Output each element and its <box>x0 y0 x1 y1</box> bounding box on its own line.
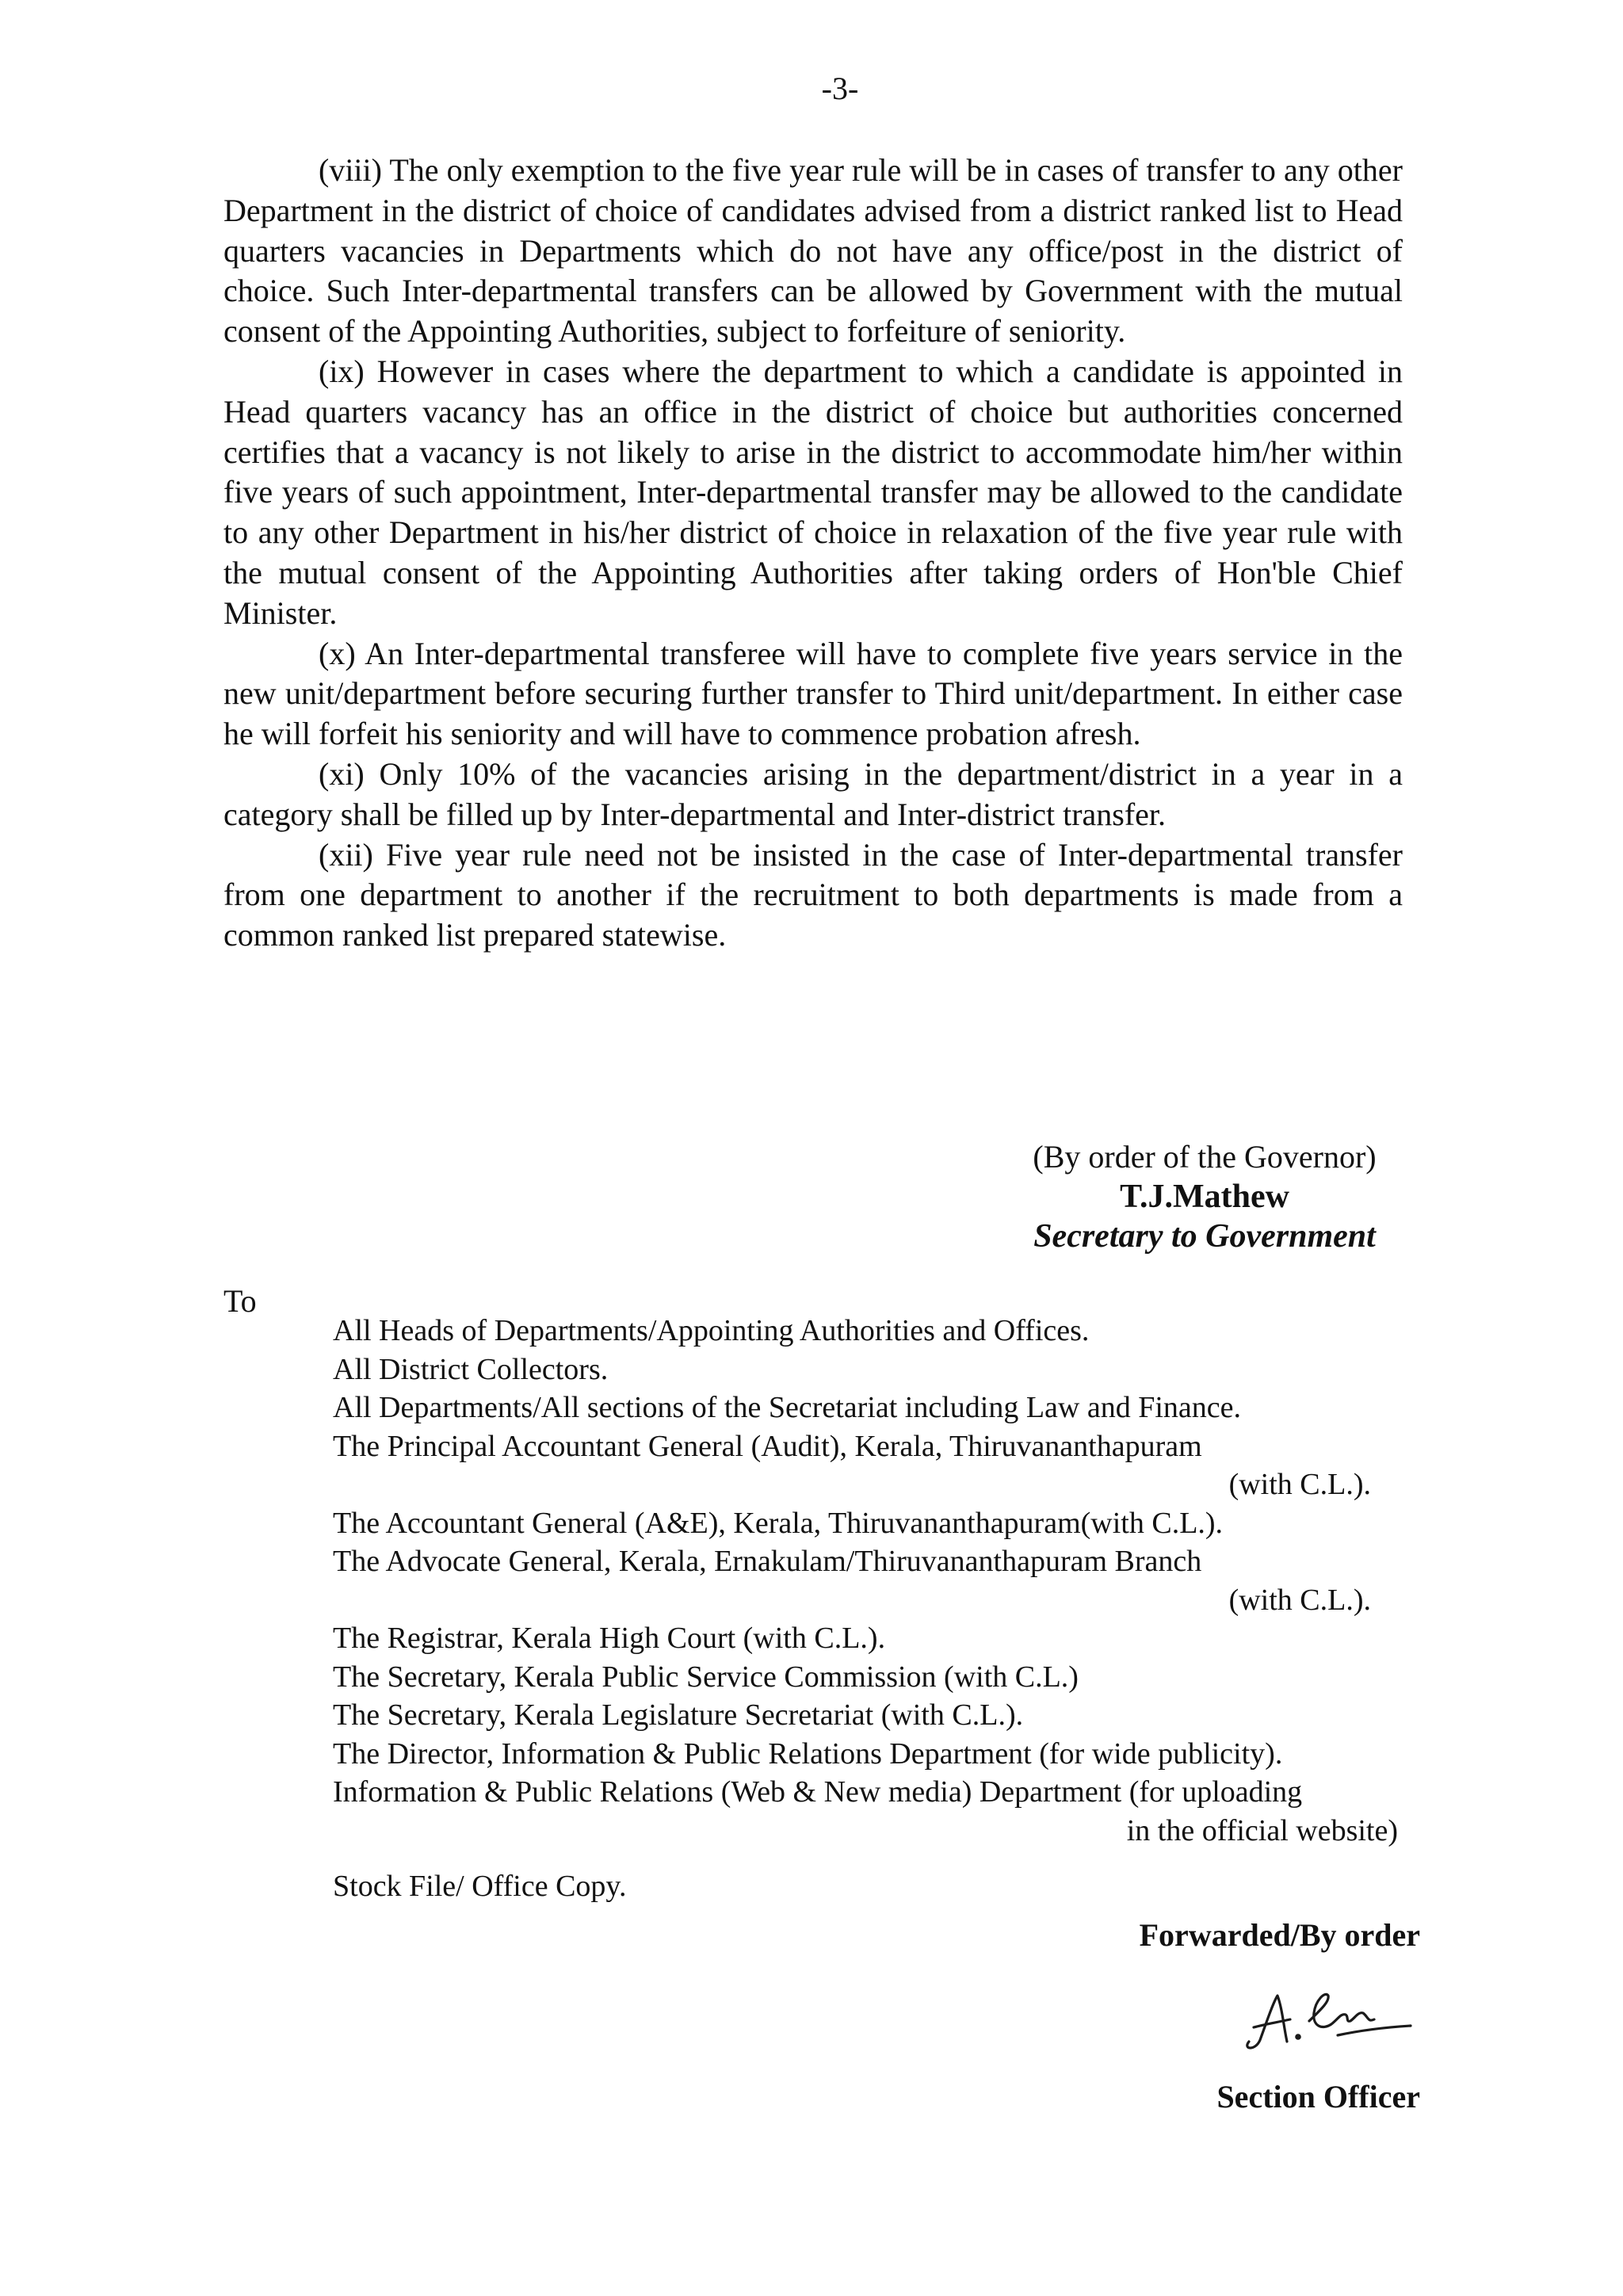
recipient-item: Information & Public Relations (Web & New media) Department (for uploading <box>333 1775 1303 1809</box>
signatory-name: T.J.Mathew <box>1120 1179 1289 1215</box>
recipient-item: The Secretary, Kerala Public Service Commission (with C.L.) <box>333 1660 1079 1694</box>
recipient-item: The Accountant General (A&E), Kerala, Thiruvananthapuram(with C.L.). <box>333 1506 1224 1540</box>
recipient-item: The Director, Information & Public Relations Department (for wide publicity). <box>333 1736 1283 1771</box>
handwritten-signature <box>1227 1964 1417 2059</box>
to-label: To <box>223 1283 257 1319</box>
recipient-item: All Heads of Departments/Appointing Authorities and Offices. <box>333 1314 1090 1347</box>
recipient-item: All Departments/All sections of the Secretariat including Law and Finance. <box>333 1391 1241 1424</box>
clause-xi: (xi) Only 10% of the vacancies arising in the department/district in a year in a category shall be filled up by Inter-departmental and Inter-district transfer. <box>223 755 1403 832</box>
recipient-list <box>333 1312 1411 1906</box>
by-order-line: (By order of the Governor) <box>1033 1139 1377 1175</box>
section-officer-label: Section Officer <box>1216 2079 1420 2115</box>
recipient-item: The Principal Accountant General (Audit), Kerala, Thiruvananthapuram <box>333 1429 1202 1463</box>
recipient-item-continuation: (with C.L.). <box>1228 1583 1371 1617</box>
recipient-item: The Registrar, Kerala High Court (with C.L.). <box>333 1622 886 1655</box>
signature-block <box>999 1137 1411 1256</box>
order-body <box>223 151 1403 956</box>
recipient-item: The Secretary, Kerala Legislature Secretariat (with C.L.). <box>333 1698 1024 1732</box>
recipient-item: Stock File/ Office Copy. <box>333 1870 627 1903</box>
clause-viii: (viii) The only exemption to the five year rule will be in cases of transfer to any other Department in the district of choice of candidates advised from a district ranked list to Head quarters vacancies in Departments which do not have any office/post in the district of choice. Such Inter-departmental transfers can be allowed by Government with the mutual consent of the Appointing Authorities, subject to forfeiture of seniority. <box>223 152 1403 350</box>
list-spacer <box>333 1850 1411 1867</box>
page-number: -3- <box>821 71 859 106</box>
clause-x: (x) An Inter-departmental transferee will have to complete five years service in the new unit/department before securing further transfer to Third unit/department. In either case he will forfeit his seniority and will have to commence probation afresh. <box>223 635 1403 752</box>
recipient-item: The Advocate General, Kerala, Ernakulam/Thiruvananthapuram Branch <box>333 1545 1202 1578</box>
recipient-item: All District Collectors. <box>333 1352 609 1386</box>
forwarded-by-order: Forwarded/By order <box>1139 1917 1420 1953</box>
clause-xii: (xii) Five year rule need not be insisted in the case of Inter-departmental transfer from one department to another if the recruitment to both departments is made from a common ranked list prepared statewise. <box>223 836 1403 953</box>
signatory-designation: Secretary to Government <box>1033 1218 1376 1255</box>
clause-ix: (ix) However in cases where the department to which a candidate is appointed in Head quarters vacancy has an office in the district of choice but authorities concerned certifies that a vacancy is not likely to arise in the district to accommodate him/her within five years of such appointment, Inter-departmental transfer may be allowed to the candidate to any other Department in his/her district of choice in relaxation of the five year rule with the mutual consent of the Appointing Authorities after taking orders of Hon'ble Chief Minister. <box>223 353 1403 631</box>
recipient-item-continuation: in the official website) <box>1126 1813 1398 1847</box>
recipient-item-continuation: (with C.L.). <box>1228 1468 1371 1501</box>
